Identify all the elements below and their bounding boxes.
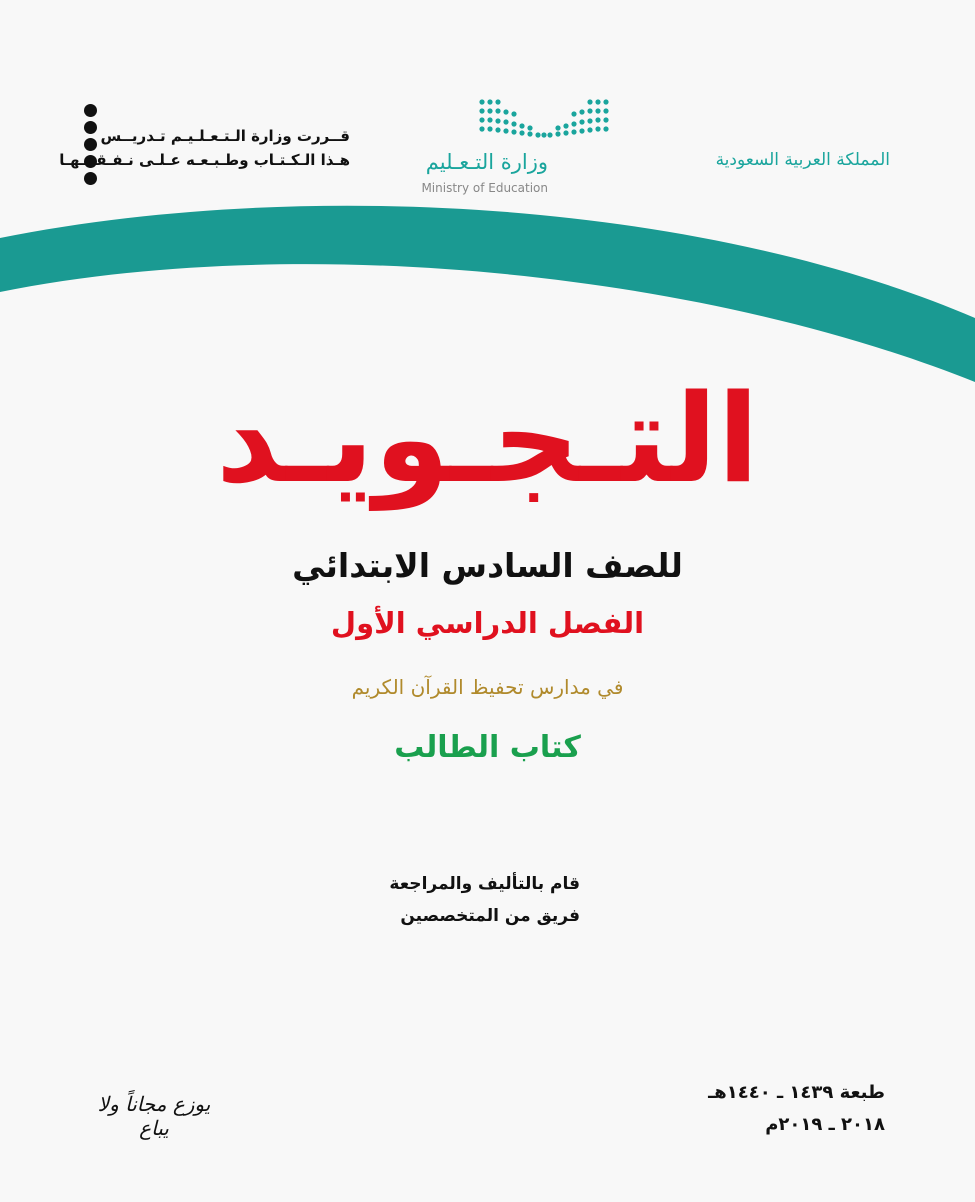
- schools-note: في مدارس تحفيظ القرآن الكريم: [351, 675, 624, 699]
- approval-line-2: هـذا الـكـتـاب وطـبـعـه عـلـى نـفـقـتـهـا: [59, 151, 350, 169]
- ministry-name-en: Ministry of Education: [421, 181, 548, 195]
- kingdom-name: المملكة العربية السعودية: [715, 150, 890, 170]
- edition-gregorian: ٢٠١٨ ـ ٢٠١٩م: [765, 1114, 885, 1135]
- authors-line-1: قام بالتأليف والمراجعة: [389, 874, 580, 894]
- grade-level: للصف السادس الابتدائي: [292, 546, 683, 585]
- book-title: التـجـويـد: [215, 368, 760, 510]
- approval-line-1: قــررت وزارة الـتـعـلـيـم تـدريــس: [100, 127, 350, 145]
- ministry-logo-icon: [478, 98, 610, 138]
- bullet-dots: [84, 104, 98, 189]
- free-distribution-note: يوزع مجاناً ولا يباع: [97, 1092, 211, 1140]
- approval-note: [59, 124, 350, 172]
- edition-hijri: طبعة ١٤٣٩ ـ ١٤٤٠هـ: [708, 1082, 885, 1103]
- authors-line-2: فريق من المتخصصين: [400, 906, 580, 926]
- ministry-name-ar: وزارة التـعـليم: [425, 150, 548, 174]
- book-type: كتاب الطالب: [394, 730, 581, 765]
- semester: الفصل الدراسي الأول: [330, 606, 645, 640]
